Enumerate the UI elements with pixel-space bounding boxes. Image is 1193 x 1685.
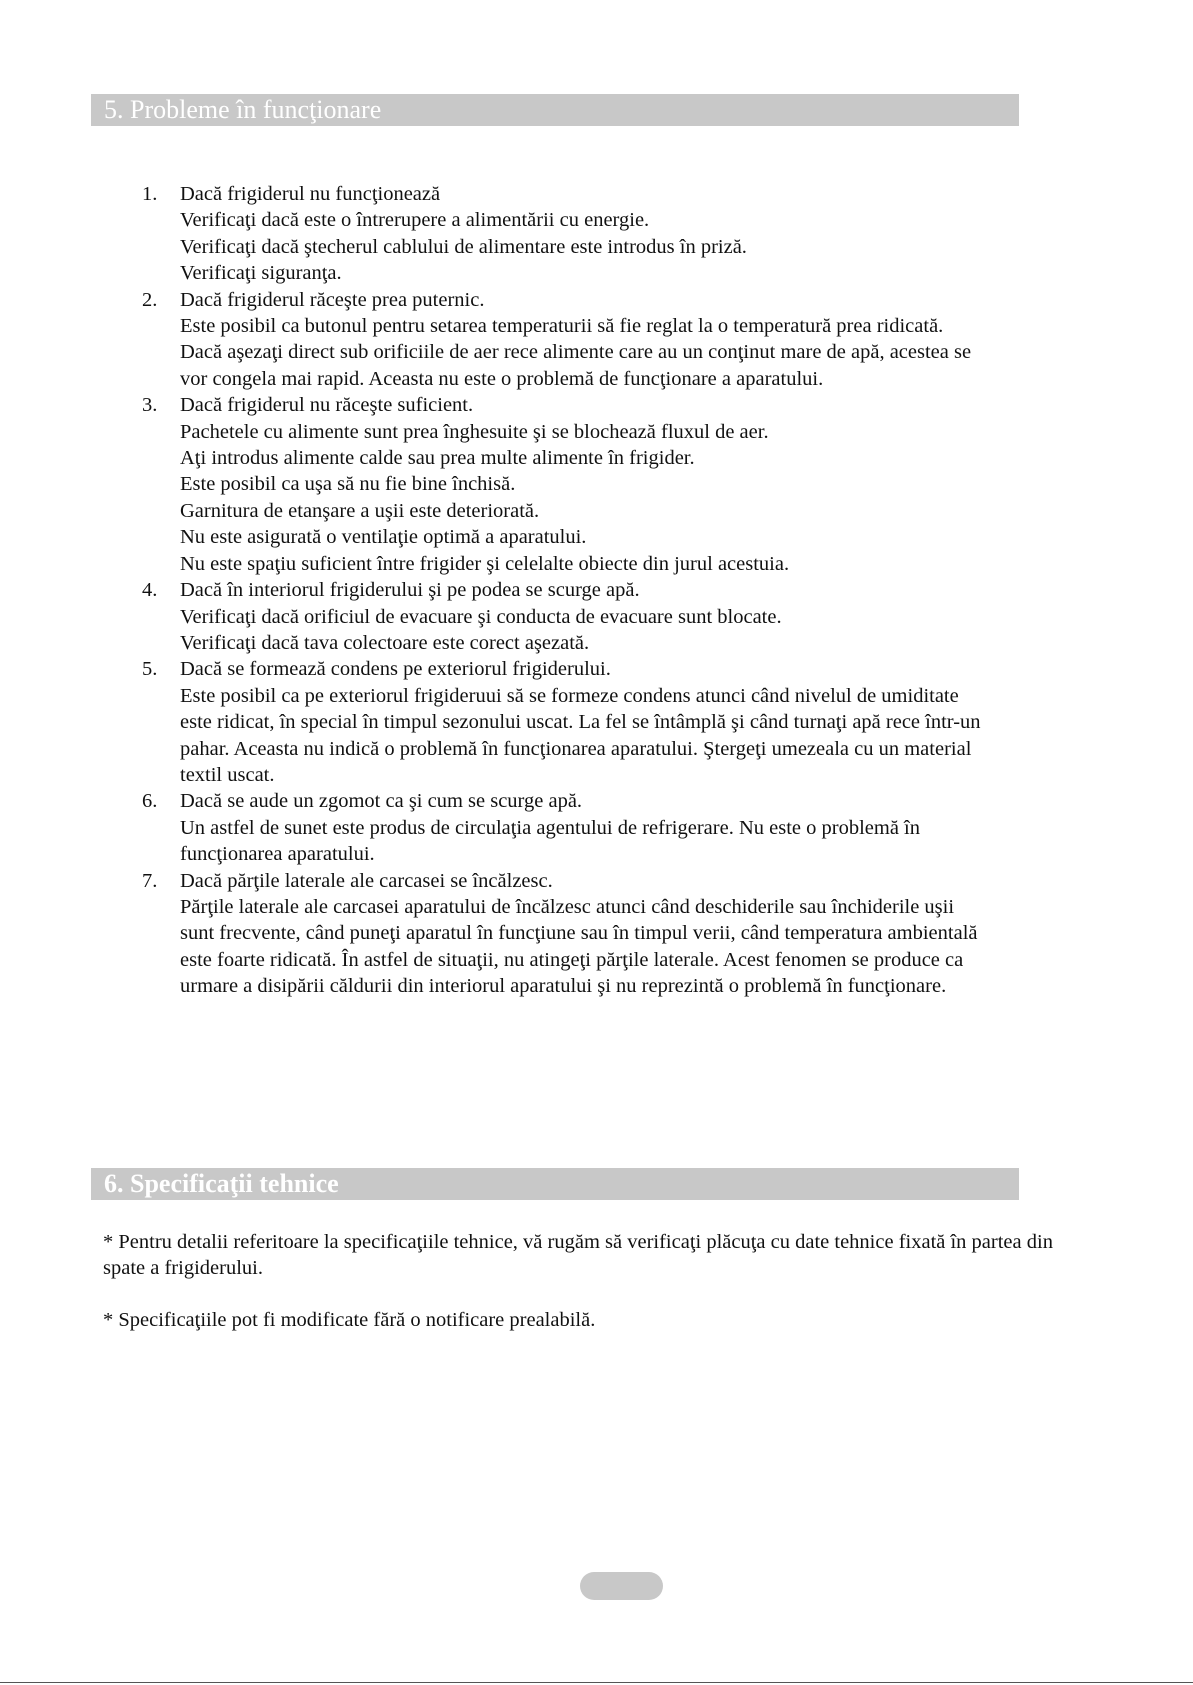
spec-note-modifications: * Specificaţiile pot fi modificate fără o notificare prealabilă. [103, 1309, 596, 1331]
list-item-heading: Dacă în interiorul frigiderului şi pe podea se scurge apă. [180, 579, 640, 602]
list-item-text: funcţionarea aparatului. [180, 843, 375, 866]
list-item-number: 6. [142, 790, 158, 813]
list-item-heading: Dacă frigiderul nu funcţionează [180, 183, 441, 205]
list-item-heading: Dacă părţile laterale ale carcasei se încălzesc. [180, 869, 553, 892]
list-item-number: 3. [142, 394, 158, 417]
list-item-text: Părţile laterale ale carcasei aparatului de încălzesc atunci când deschiderile sau închiderile uşii [180, 895, 955, 918]
list-item-text: este ridicat, în special în timpul sezonului uscat. La fel se întâmplă şi când turnaţi apă rece într-un [180, 711, 981, 734]
list-item-text: Este posibil ca pe exteriorul frigideruui să se formeze condens atunci când nivelul de umiditate [180, 684, 959, 707]
list-item [132, 868, 1092, 1000]
list-item-heading: Dacă frigiderul răceşte prea puternic. [180, 288, 485, 311]
list-item [132, 788, 1092, 867]
list-item-text: este foarte ridicată. În astfel de situaţii, nu atingeţi părţile laterale. Acest fenomen se produce ca [180, 948, 964, 971]
list-item [132, 656, 1092, 788]
list-item-text: Un astfel de sunet este produs de circulaţia agentului de refrigerare. Nu este o problemă în [180, 816, 920, 839]
list-item-number: 5. [142, 658, 158, 681]
section-6-title: 6. Specificaţii tehnice [104, 1169, 339, 1198]
troubleshooting-list [132, 181, 1092, 1000]
spec-note-details: * Pentru detalii referitoare la specificaţiile tehnice, vă rugăm să verificaţi plăcuţa cu date tehnice fixată în partea din spate a frigiderului. [103, 1231, 1053, 1280]
list-item-heading: Dacă frigiderul nu răceşte suficient. [180, 394, 474, 417]
list-item-text: sunt frecvente, când puneţi aparatul în funcţiune sau în timpul verii, când temperatura ambientală [180, 922, 978, 945]
list-item-text: Verificaţi dacă ştecherul cablului de alimentare este introdus în priză. [180, 235, 747, 258]
list-item-number: 7. [142, 869, 158, 892]
list-item-number: 4. [142, 579, 158, 602]
list-item-text: urmare a disipării căldurii din interiorul aparatului şi nu reprezintă o problemă în funcţionare. [180, 975, 947, 998]
list-item-text: Dacă aşezaţi direct sub orificiile de aer rece alimente care au un conţinut mare de apă, acestea se [180, 341, 972, 364]
page-number-badge [580, 1572, 663, 1600]
list-item-number: 1. [142, 183, 158, 205]
list-item-text: Verificaţi dacă orificiul de evacuare şi conducta de evacuare sunt blocate. [180, 605, 782, 628]
list-item-text: Pachetele cu alimente sunt prea înghesuite şi se blochează fluxul de aer. [180, 420, 769, 443]
list-item-text: textil uscat. [180, 763, 275, 786]
list-item-text: pahar. Aceasta nu indică o problemă în funcţionarea aparatului. Ştergeţi umezeala cu un material [180, 737, 972, 760]
list-item-text: Verificaţi dacă tava colectoare este corect aşezată. [180, 631, 590, 654]
list-item-text: Aţi introdus alimente calde sau prea multe alimente în frigider. [180, 447, 695, 470]
list-item-text: Este posibil ca butonul pentru setarea temperaturii să fie reglat la o temperatură prea ridicată. [180, 315, 944, 338]
list-item [132, 287, 1092, 393]
list-item-text: Verificaţi dacă este o întrerupere a alimentării cu energie. [180, 209, 650, 232]
list-item-heading: Dacă se formează condens pe exteriorul frigiderului. [180, 658, 611, 681]
list-item-number: 2. [142, 288, 158, 311]
section-6-header [91, 1168, 1019, 1200]
section-5-header [91, 94, 1019, 126]
footer-rule [0, 1682, 1193, 1683]
list-item-text: Garnitura de etanşare a uşii este deteriorată. [180, 499, 540, 522]
list-item-text: Verificaţi siguranţa. [180, 262, 342, 285]
section-5-title: 5. Probleme în funcţionare [104, 95, 382, 124]
list-item-text: Este posibil ca uşa să nu fie bine închisă. [180, 473, 516, 496]
list-item [132, 392, 1092, 577]
list-item-text: vor congela mai rapid. Aceasta nu este o problemă de funcţionare a aparatului. [180, 367, 824, 390]
list-item [132, 181, 1092, 287]
list-item-text: Nu este asigurată o ventilaţie optimă a aparatului. [180, 526, 587, 549]
list-item [132, 577, 1092, 656]
list-item-text: Nu este spaţiu suficient între frigider şi celelalte obiecte din jurul acestuia. [180, 552, 790, 575]
list-item-heading: Dacă se aude un zgomot ca şi cum se scurge apă. [180, 790, 583, 813]
